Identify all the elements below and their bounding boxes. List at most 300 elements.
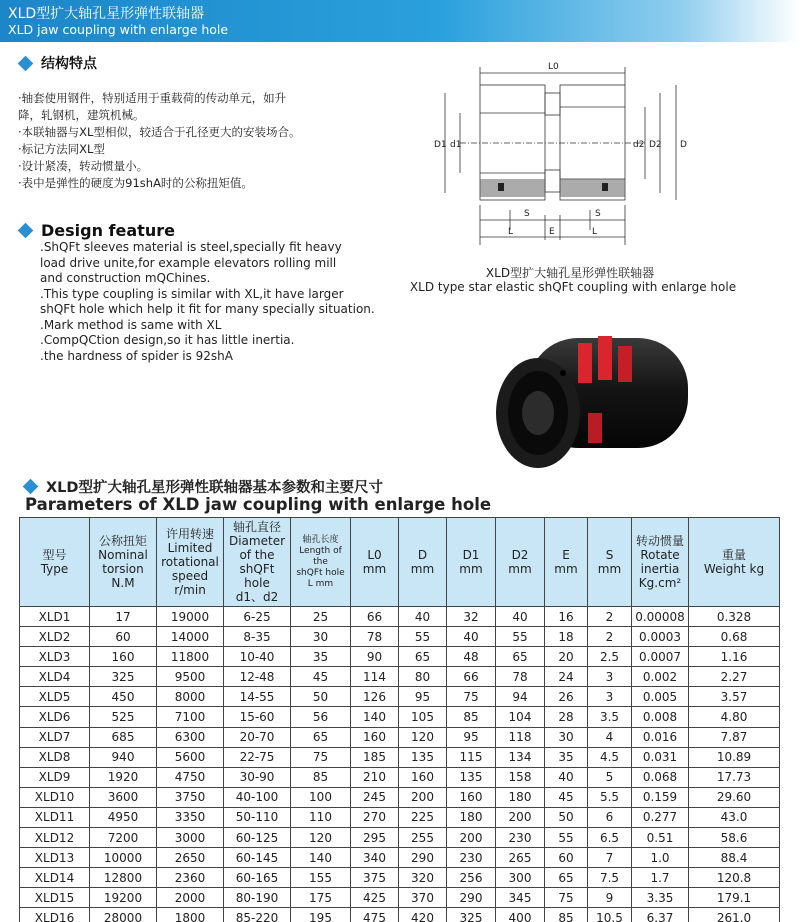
table-cell: 7 [588, 848, 632, 868]
column-header-line: Diameter [228, 534, 286, 548]
table-cell: XLD1 [20, 607, 90, 627]
table-cell: XLD10 [20, 787, 90, 807]
table-cell: 60-165 [224, 868, 291, 888]
column-header-line: torsion [102, 562, 144, 576]
table-row [20, 848, 780, 868]
header-title-en: XLD jaw coupling with enlarge hole [8, 22, 229, 37]
table-cell: 80-190 [224, 888, 291, 908]
table-cell: 1.7 [632, 868, 689, 888]
column-header-line: mm [459, 562, 483, 576]
dim-label-L: L [508, 227, 514, 237]
column-header-line: mm [410, 562, 435, 576]
table-cell: 3350 [157, 807, 224, 827]
design-section-title [20, 221, 175, 240]
list-item: load drive unite,for example elevators rolling mill [40, 255, 337, 270]
column-header-line: D1 [462, 548, 480, 562]
table-cell: 56 [291, 707, 351, 727]
list-item: .CompQCtion design,so it has little inertia. [40, 333, 295, 347]
column-header [291, 518, 351, 607]
table-cell: XLD7 [20, 727, 90, 747]
column-header-line: speed [171, 569, 209, 583]
table-cell: 25 [291, 607, 351, 627]
table-cell: 265 [496, 848, 545, 868]
table-cell: 88.4 [689, 848, 780, 868]
table-cell: 80 [399, 667, 447, 687]
table-cell: 75 [545, 888, 588, 908]
table-cell: 40 [447, 627, 496, 647]
list-item: shQFt hole which help it fit for many specially situation. [40, 302, 375, 316]
table-cell: 2650 [157, 848, 224, 868]
table-cell: 30 [545, 727, 588, 747]
table-cell: XLD2 [20, 627, 90, 647]
list-item: ·本联轴器与XL型相似，较适合于孔径更大的安装场合。 [18, 125, 301, 139]
column-header-line: N.M [111, 576, 135, 590]
params-section-title [25, 476, 492, 514]
table-cell: 60-125 [224, 828, 291, 848]
table-cell: 65 [399, 647, 447, 667]
table-cell: 14-55 [224, 687, 291, 707]
table-cell: 45 [545, 787, 588, 807]
params-title-cn: XLD型扩大轴孔星形弹性联轴器基本参数和主要尺寸 [46, 480, 383, 496]
table-cell: 126 [351, 687, 399, 707]
table-cell: 400 [496, 908, 545, 922]
table-cell: 370 [399, 888, 447, 908]
table-row [20, 888, 780, 908]
table-cell: 5600 [157, 747, 224, 767]
table-cell: 7.5 [588, 868, 632, 888]
table-cell: 175 [291, 888, 351, 908]
table-cell: 0.068 [632, 767, 689, 787]
column-header-line: d1、d2 [235, 590, 279, 604]
table-cell: 2.27 [689, 667, 780, 687]
header-title-cn: XLD型扩大轴孔星形弹性联轴器 [8, 6, 205, 22]
table-cell: 60-145 [224, 848, 291, 868]
dim-label-d1: d1 [450, 140, 462, 150]
table-cell: 180 [447, 807, 496, 827]
dim-label-S: S [595, 209, 601, 219]
list-item: .ShQFt sleeves material is steel,specially fit heavy [40, 240, 342, 254]
table-cell: 3 [588, 667, 632, 687]
table-cell: 3000 [157, 828, 224, 848]
table-cell: 255 [399, 828, 447, 848]
column-header-line: E [562, 548, 570, 562]
table-cell: 28 [545, 707, 588, 727]
table-cell: 3.5 [588, 707, 632, 727]
table-cell: 135 [399, 747, 447, 767]
table-row [20, 807, 780, 827]
list-item: .This type coupling is similar with XL,it have larger [40, 286, 344, 301]
column-header-line: rotational [161, 555, 219, 569]
column-header-line: inertia [640, 562, 680, 576]
table-cell: 135 [447, 767, 496, 787]
structure-section-title [20, 53, 97, 73]
diamond-bullet-icon [18, 223, 34, 239]
column-header [20, 518, 90, 607]
column-header [496, 518, 545, 607]
column-header [588, 518, 632, 607]
table-cell: 105 [399, 707, 447, 727]
table-cell: XLD8 [20, 747, 90, 767]
table-cell: 160 [351, 727, 399, 747]
params-table [19, 517, 780, 922]
table-cell: 0.002 [632, 667, 689, 687]
table-cell: 78 [351, 627, 399, 647]
table-cell: 40 [399, 607, 447, 627]
dim-label-d2: d2 [633, 140, 645, 150]
table-cell: 110 [291, 807, 351, 827]
table-cell: 94 [496, 687, 545, 707]
table-cell: 75 [291, 747, 351, 767]
column-header-line: 轴孔长度 [302, 534, 339, 545]
table-cell: 78 [496, 667, 545, 687]
table-cell: 20-70 [224, 727, 291, 747]
table-cell: 9 [588, 888, 632, 908]
table-cell: 2 [588, 607, 632, 627]
table-cell: 3.57 [689, 687, 780, 707]
table-cell: 2360 [157, 868, 224, 888]
table-cell: 420 [399, 908, 447, 922]
list-item: ·表中是弹性的硬度为91shA时的公称扭矩值。 [18, 176, 253, 190]
table-cell: 245 [351, 787, 399, 807]
table-header-row [20, 518, 780, 607]
table-cell: 50-110 [224, 807, 291, 827]
drawing-caption-cn: XLD型扩大轴孔星形弹性联轴器 [485, 266, 655, 280]
table-cell: 15-60 [224, 707, 291, 727]
column-header [545, 518, 588, 607]
list-item: ·标记方法同XL型 [18, 142, 105, 156]
table-cell: XLD16 [20, 908, 90, 922]
table-cell: 1920 [90, 767, 157, 787]
column-header-line: L0 [367, 548, 382, 562]
table-cell: 290 [447, 888, 496, 908]
table-cell: 32 [447, 607, 496, 627]
table-row [20, 667, 780, 687]
table-cell: 12800 [90, 868, 157, 888]
table-cell: 290 [399, 848, 447, 868]
table-cell: 10-40 [224, 647, 291, 667]
table-cell: 5.5 [588, 787, 632, 807]
table-cell: 3600 [90, 787, 157, 807]
table-cell: 3.35 [632, 888, 689, 908]
table-cell: XLD13 [20, 848, 90, 868]
table-cell: 100 [291, 787, 351, 807]
table-cell: 55 [496, 627, 545, 647]
list-item: .Mark method is same with XL [40, 317, 222, 332]
table-cell: 185 [351, 747, 399, 767]
table-cell: 685 [90, 727, 157, 747]
table-cell: 95 [447, 727, 496, 747]
table-cell: 24 [545, 667, 588, 687]
table-cell: 65 [291, 727, 351, 747]
table-cell: 75 [447, 687, 496, 707]
table-cell: 134 [496, 747, 545, 767]
table-cell: 1.16 [689, 647, 780, 667]
table-cell: XLD14 [20, 868, 90, 888]
column-header [399, 518, 447, 607]
table-cell: 19000 [157, 607, 224, 627]
table-cell: 7100 [157, 707, 224, 727]
table-cell: 200 [399, 787, 447, 807]
table-cell: 0.00008 [632, 607, 689, 627]
table-cell: 0.68 [689, 627, 780, 647]
table-cell: 140 [291, 848, 351, 868]
table-cell: 2000 [157, 888, 224, 908]
column-header [689, 518, 780, 607]
table-cell: 6 [588, 807, 632, 827]
table-cell: 450 [90, 687, 157, 707]
list-item: 降，轧钢机，建筑机械。 [18, 108, 145, 122]
table-cell: 118 [496, 727, 545, 747]
table-cell: 35 [291, 647, 351, 667]
table-cell: 158 [496, 767, 545, 787]
coupling-product-photo [493, 318, 703, 478]
table-cell: 9500 [157, 667, 224, 687]
table-row [20, 747, 780, 767]
table-cell: 256 [447, 868, 496, 888]
table-cell: 0.008 [632, 707, 689, 727]
table-cell: 0.0007 [632, 647, 689, 667]
dim-label-L0: L0 [548, 62, 559, 72]
table-cell: 3 [588, 687, 632, 707]
column-header-line: Kg.cm² [638, 576, 682, 590]
table-cell: 60 [90, 627, 157, 647]
column-header [224, 518, 291, 607]
table-cell: 320 [399, 868, 447, 888]
table-cell: 0.031 [632, 747, 689, 767]
table-cell: 40 [545, 767, 588, 787]
table-cell: 5 [588, 767, 632, 787]
table-cell: 29.60 [689, 787, 780, 807]
table-cell: 50 [545, 807, 588, 827]
column-header-line: r/min [174, 583, 206, 597]
table-cell: 30-90 [224, 767, 291, 787]
table-cell: 155 [291, 868, 351, 888]
dim-label-L: L [592, 227, 598, 237]
table-row [20, 828, 780, 848]
table-cell: 230 [496, 828, 545, 848]
table-cell: 140 [351, 707, 399, 727]
table-cell: 295 [351, 828, 399, 848]
table-cell: XLD15 [20, 888, 90, 908]
table-cell: 0.0003 [632, 627, 689, 647]
table-cell: 65 [545, 868, 588, 888]
structure-list [18, 90, 348, 192]
table-row [20, 707, 780, 727]
table-cell: 300 [496, 868, 545, 888]
table-cell: 180 [496, 787, 545, 807]
table-cell: 22-75 [224, 747, 291, 767]
column-header-line: Limited [167, 541, 213, 555]
table-cell: 17 [90, 607, 157, 627]
table-cell: 2.5 [588, 647, 632, 667]
table-cell: 55 [545, 828, 588, 848]
table-cell: 20 [545, 647, 588, 667]
table-cell: 43.0 [689, 807, 780, 827]
table-cell: 7.87 [689, 727, 780, 747]
table-cell: 40-100 [224, 787, 291, 807]
table-cell: 325 [447, 908, 496, 922]
table-cell: 26 [545, 687, 588, 707]
table-cell: 18 [545, 627, 588, 647]
table-cell: 195 [291, 908, 351, 922]
table-cell: 35 [545, 747, 588, 767]
table-cell: 0.005 [632, 687, 689, 707]
table-cell: 210 [351, 767, 399, 787]
table-cell: 120 [291, 828, 351, 848]
column-header-line: D [417, 548, 428, 562]
table-cell: 55 [399, 627, 447, 647]
table-cell: 6-25 [224, 607, 291, 627]
column-header [351, 518, 399, 607]
table-cell: 66 [351, 607, 399, 627]
table-cell: 85 [545, 908, 588, 922]
table-body [20, 607, 780, 922]
column-header-line: 轴孔直径 [232, 520, 281, 534]
table-row [20, 647, 780, 667]
table-row [20, 868, 780, 888]
table-cell: 10.89 [689, 747, 780, 767]
table-cell: 525 [90, 707, 157, 727]
table-cell: 225 [399, 807, 447, 827]
table-cell: 0.51 [632, 828, 689, 848]
table-cell: 120 [399, 727, 447, 747]
table-row [20, 787, 780, 807]
diamond-bullet-icon [18, 55, 34, 71]
table-cell: 6300 [157, 727, 224, 747]
table-cell: 325 [90, 667, 157, 687]
table-cell: 270 [351, 807, 399, 827]
table-cell: 95 [399, 687, 447, 707]
table-cell: 17.73 [689, 767, 780, 787]
table-cell: 90 [351, 647, 399, 667]
table-cell: 200 [447, 828, 496, 848]
list-item: ·设计紧凑，转动惯量小。 [18, 159, 149, 173]
table-cell: XLD6 [20, 707, 90, 727]
table-cell: 0.277 [632, 807, 689, 827]
table-cell: 4750 [157, 767, 224, 787]
table-cell: 8-35 [224, 627, 291, 647]
table-cell: 160 [399, 767, 447, 787]
drawing-caption-en: XLD type star elastic shQFt coupling with enlarge hole [409, 280, 737, 294]
table-cell: 66 [447, 667, 496, 687]
table-cell: 2 [588, 627, 632, 647]
table-row [20, 607, 780, 627]
list-item: and construction mQChines. [40, 271, 211, 285]
table-cell: 12-48 [224, 667, 291, 687]
table-cell: 1800 [157, 908, 224, 922]
table-cell: 10000 [90, 848, 157, 868]
column-header-line: mm [508, 562, 532, 576]
table-cell: 200 [496, 807, 545, 827]
table-cell: 4.5 [588, 747, 632, 767]
table-cell: 8000 [157, 687, 224, 707]
table-cell: 340 [351, 848, 399, 868]
table-cell: 4 [588, 727, 632, 747]
table-cell: XLD12 [20, 828, 90, 848]
table-cell: XLD11 [20, 807, 90, 827]
table-cell: 48 [447, 647, 496, 667]
table-cell: 60 [545, 848, 588, 868]
table-cell: 104 [496, 707, 545, 727]
column-header-line: mm [597, 562, 622, 576]
design-title: Design feature [41, 221, 175, 240]
table-cell: 6.5 [588, 828, 632, 848]
table-cell: 19200 [90, 888, 157, 908]
table-row [20, 687, 780, 707]
column-header-line: 许用转速 [165, 527, 214, 541]
table-cell: 114 [351, 667, 399, 687]
column-header [632, 518, 689, 607]
column-header [90, 518, 157, 607]
column-header-line: Type [40, 562, 69, 576]
column-header-line: 转动惯量 [635, 534, 684, 548]
table-cell: XLD3 [20, 647, 90, 667]
table-cell: 0.159 [632, 787, 689, 807]
table-cell: 261.0 [689, 908, 780, 922]
table-row [20, 627, 780, 647]
list-item: .the hardness of spider is 92shA [40, 348, 233, 363]
params-title-en: Parameters of XLD jaw coupling with enlarge hole [25, 495, 492, 514]
table-cell: 230 [447, 848, 496, 868]
table-cell: 14000 [157, 627, 224, 647]
table-cell: 160 [90, 647, 157, 667]
table-cell: 45 [291, 667, 351, 687]
column-header-line: 型号 [42, 548, 67, 562]
dim-label-D2: D2 [649, 140, 662, 150]
design-list [40, 240, 400, 364]
dim-label-D: D [680, 140, 687, 150]
table-cell: 375 [351, 868, 399, 888]
table-cell: 28000 [90, 908, 157, 922]
table-row [20, 767, 780, 787]
column-header-line: Length of the [299, 545, 342, 567]
structure-title: 结构特点 [41, 56, 97, 72]
table-cell: 85 [447, 707, 496, 727]
dim-label-S: S [524, 209, 530, 219]
table-row [20, 908, 780, 922]
column-header-line: S [605, 548, 614, 562]
column-header-line: Weight kg [703, 562, 765, 576]
table-cell: 10.5 [588, 908, 632, 922]
table-cell: 85 [291, 767, 351, 787]
column-header-line: Rotate [640, 548, 680, 562]
table-cell: 425 [351, 888, 399, 908]
column-header-line: shQFt hole [239, 562, 275, 590]
table-row [20, 727, 780, 747]
table-cell: 345 [496, 888, 545, 908]
column-header-line: shQFt hole [296, 567, 345, 578]
column-header-line: mm [554, 562, 578, 576]
table-cell: 16 [545, 607, 588, 627]
column-header-line: of the [239, 548, 275, 562]
column-header-line: 重量 [721, 548, 746, 562]
table-cell: 0.016 [632, 727, 689, 747]
column-header-line: 公称扭矩 [98, 534, 147, 548]
column-header-line: Nominal [98, 548, 148, 562]
table-cell: 85-220 [224, 908, 291, 922]
column-header-line: D2 [511, 548, 529, 562]
list-item: ·轴套使用钢件，特别适用于重载荷的传动单元，如升 [18, 91, 287, 105]
column-header [157, 518, 224, 607]
table-cell: 11800 [157, 647, 224, 667]
table-cell: 475 [351, 908, 399, 922]
table-cell: 30 [291, 627, 351, 647]
table-cell: 179.1 [689, 888, 780, 908]
table-cell: 6.37 [632, 908, 689, 922]
table-cell: 940 [90, 747, 157, 767]
page-header [0, 0, 800, 42]
diamond-bullet-icon [23, 479, 39, 495]
